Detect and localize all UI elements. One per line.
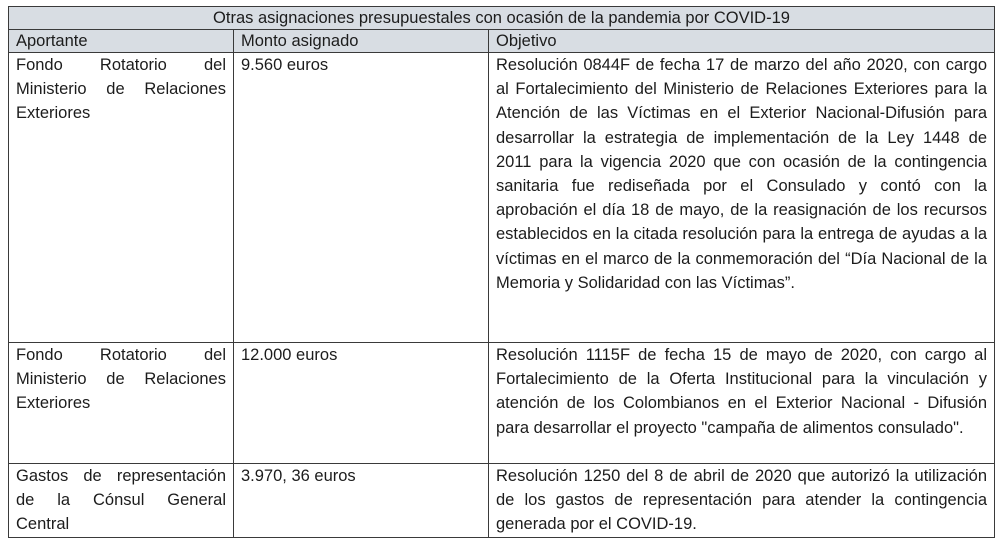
cell-aportante: Fondo Rotatorio del Ministerio de Relaciones Exteriores bbox=[9, 343, 234, 464]
cell-monto: 12.000 euros bbox=[234, 343, 489, 464]
table-title: Otras asignaciones presupuestales con ocasión de la pandemia por COVID-19 bbox=[9, 7, 995, 30]
header-monto: Monto asignado bbox=[234, 30, 489, 53]
header-aportante: Aportante bbox=[9, 30, 234, 53]
cell-objetivo: Resolución 1115F de fecha 15 de mayo de 2020, con cargo al Fortalecimiento de la Oferta Institucional para la vinculación y atención de los Colombianos en el Exterior Nacional - Difusión para desarrollar el proyecto "campaña de alimentos consulado". bbox=[489, 343, 995, 464]
budget-allocations-table bbox=[8, 6, 995, 538]
cell-monto: 3.970, 36 euros bbox=[234, 464, 489, 538]
cell-objetivo: Resolución 0844F de fecha 17 de marzo del año 2020, con cargo al Fortalecimiento del Ministerio de Relaciones Exteriores para la Atención de las Víctimas en el Exterior Nacional-Difusión para desarrollar la estrategia de implementación de la Ley 1448 de 2011 para la vigencia 2020 que con ocasión de la contingencia sanitaria fue rediseñada por el Consulado y contó con la aprobación el día 18 de mayo, de la reasignación de los recursos establecidos en la citada resolución para la entrega de ayudas a la víctimas en el marco de la conmemoración del “Día Nacional de la Memoria y Solidaridad con las Víctimas”. bbox=[489, 53, 995, 343]
cell-monto: 9.560 euros bbox=[234, 53, 489, 343]
table-row bbox=[9, 464, 995, 538]
table-row bbox=[9, 53, 995, 343]
cell-objetivo: Resolución 1250 del 8 de abril de 2020 que autorizó la utilización de los gastos de representación para atender la contingencia generada por el COVID-19. bbox=[489, 464, 995, 538]
table-title-row bbox=[9, 7, 995, 30]
table-header-row bbox=[9, 30, 995, 53]
cell-aportante: Gastos de representación de la Cónsul General Central bbox=[9, 464, 234, 538]
table-row bbox=[9, 343, 995, 464]
header-objetivo: Objetivo bbox=[489, 30, 995, 53]
cell-aportante: Fondo Rotatorio del Ministerio de Relaciones Exteriores bbox=[9, 53, 234, 343]
